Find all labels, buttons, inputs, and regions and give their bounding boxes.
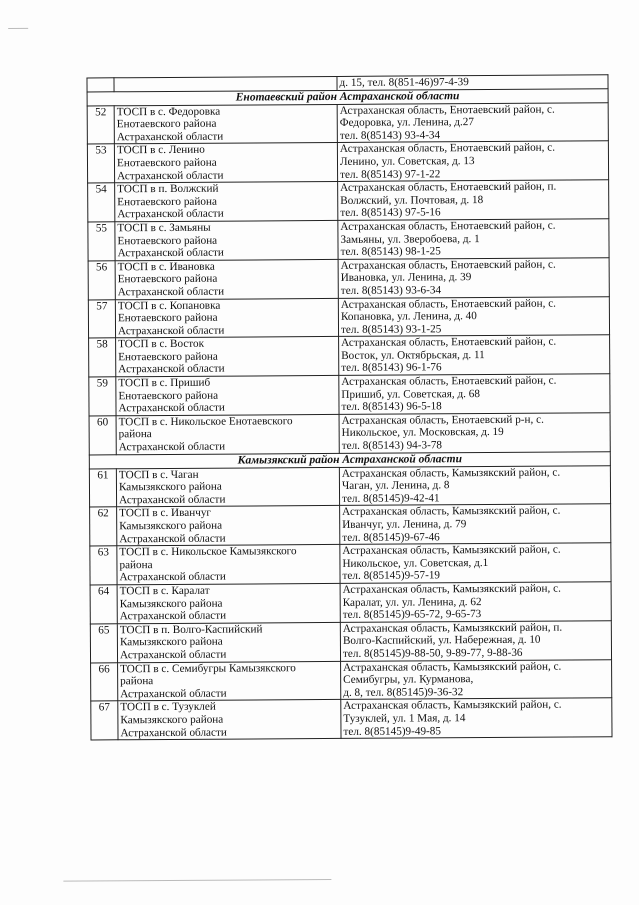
office-address-line: Пришиб, ул. Советская, д. 68: [341, 387, 480, 401]
office-address-line: Никольское, ул. Советская, д.1: [342, 556, 489, 570]
office-address-cell: [337, 141, 608, 181]
office-name-line: Астраханской области: [117, 246, 224, 260]
continued-address-cell: д. 15, тел. 8(851-46)97-4-39: [337, 75, 608, 90]
office-name-line: Енотаевского района: [117, 311, 218, 325]
office-name-line: ТОСП в с. Семибугры Камызякского: [120, 661, 296, 675]
office-address-cell: [339, 413, 610, 453]
footer-rule: [63, 879, 331, 882]
office-address-line: тел. 8(85145)9-88-50, 9-89-77, 9-88-36: [342, 646, 523, 660]
office-address-line: Астраханская область, Енотаевский район, с.: [341, 374, 557, 388]
office-name-line: Астраханской области: [117, 285, 225, 299]
row-number: 59: [89, 377, 116, 416]
office-address-line: тел. 8(85143) 93-1-25: [340, 322, 442, 336]
table-body: [87, 75, 612, 740]
row-number: 66: [91, 662, 118, 701]
office-address-line: Астраханская область, Камызякский район, п.: [342, 621, 563, 635]
office-name-cell: [116, 467, 339, 507]
office-name-line: ТОСП в с. Чаган: [118, 468, 199, 481]
office-address-cell: [341, 698, 612, 738]
office-address-line: Федоровка, ул. Ленина, д.27: [339, 116, 474, 130]
table-row: [90, 543, 611, 585]
office-name-line: Енотаевского района: [116, 156, 217, 170]
office-name-line: ТОСП в с. Копановка: [117, 299, 221, 312]
office-address-line: Астраханская область, Енотаевский район, с.: [340, 258, 556, 272]
office-name-line: ТОСП в с. Ленино: [116, 144, 205, 157]
office-address-line: тел. 8(85143) 97-1-22: [340, 167, 441, 181]
table-row: [89, 413, 610, 455]
office-address-line: тел. 8(85145)9-42-41: [342, 492, 440, 505]
office-address-line: Астраханская область, Енотаевский район, п.: [340, 180, 557, 195]
office-address-cell: [338, 219, 609, 259]
office-name-line: Астраханской области: [118, 440, 226, 454]
row-number: 63: [90, 546, 117, 585]
table-row: [89, 335, 610, 377]
row-number: 58: [89, 338, 116, 377]
office-name-line: Камызякского района: [119, 635, 223, 649]
office-address-line: тел. 8(85143) 93-4-34: [339, 129, 441, 142]
office-address-line: Астраханская область, Камызякский район, с.: [342, 582, 561, 596]
office-name-line: Камызякского района: [119, 597, 223, 610]
office-name-cell: [117, 545, 340, 585]
office-address-line: тел. 8(85145)9-57-19: [342, 569, 441, 583]
table-row: [88, 258, 609, 300]
office-address-line: тел. 8(85143) 96-1-76: [341, 361, 442, 375]
table-row: [90, 504, 611, 546]
row-number: 61: [89, 468, 116, 507]
office-name-cell: [115, 182, 338, 222]
row-number: 53: [87, 144, 114, 183]
table-row: [90, 621, 611, 663]
office-address-line: тел. 8(85143) 96-5-18: [341, 400, 442, 414]
office-name-line: ТОСП в с. Восток: [118, 338, 205, 351]
office-name-line: ТОСП в с. Пришиб: [118, 376, 211, 390]
office-name-cell: [114, 104, 337, 144]
office-address-line: Астраханская область, Камызякский район, с.: [343, 698, 562, 713]
row-number: 55: [88, 222, 115, 261]
office-name-line: Астраханской области: [119, 609, 227, 623]
office-address-line: д. 8, тел. 8(85145)9-36-32: [343, 685, 464, 699]
office-address-line: Астраханская область, Камызякский район, с.: [341, 466, 561, 480]
office-address-cell: [339, 335, 610, 375]
office-name-line: Енотаевского района: [118, 389, 219, 402]
office-address-line: Восток, ул. Октябрьская, д. 11: [341, 348, 485, 362]
office-name-line: Астраханской области: [117, 169, 224, 182]
office-name-line: Астраханской области: [118, 401, 225, 415]
office-address-line: тел. 8(85143) 93-6-34: [340, 284, 442, 297]
office-name-line: Астраханской области: [117, 207, 224, 221]
office-address-line: Ивановка, ул. Ленина, д. 39: [340, 271, 472, 285]
row-number: 65: [90, 624, 117, 663]
office-address-line: Чаган, ул. Ленина, д. 8: [341, 479, 450, 493]
table-row: [88, 219, 609, 261]
office-address-line: Астраханская область, Енотаевский р-н, с.: [341, 413, 544, 427]
offices-table: [86, 74, 612, 740]
office-address-cell: [338, 258, 609, 298]
office-address-cell: [341, 659, 612, 699]
table-row: [89, 465, 610, 507]
row-number: 52: [87, 105, 114, 144]
office-name-line: Астраханской области: [119, 493, 226, 507]
office-address-line: Астраханская область, Енотаевский район, с.: [341, 335, 557, 350]
office-name-line: Астраханской области: [120, 687, 227, 700]
office-name-line: Астраханской области: [118, 363, 225, 376]
office-name-line: Енотаевского района: [117, 195, 217, 209]
table-row: [89, 374, 610, 416]
section-title: Енотаевский район Астраханской области: [87, 88, 608, 105]
office-address-line: Астраханская область, Камызякский район, с.: [342, 543, 561, 558]
office-name-cell: [118, 700, 341, 740]
office-address-line: Астраханская область, Камызякский район, с.: [343, 660, 562, 674]
office-name-line: ТОСП в с. Каралат: [119, 584, 210, 598]
table-row: [88, 296, 609, 338]
office-name-line: ТОСП в с. Никольское Камызякского: [119, 545, 297, 559]
office-address-line: Астраханская область, Енотаевский район, с.: [340, 297, 556, 311]
office-address-line: тел. 8(85143) 97-5-16: [340, 206, 441, 220]
office-name-line: Астраханской области: [116, 130, 224, 144]
office-name-cell: [116, 375, 339, 415]
office-address-line: Никольское, ул. Московская, д. 19: [341, 426, 504, 440]
office-name-line: ТОСП в с. Федоровка: [116, 105, 221, 118]
continued-name-cell: [114, 76, 337, 91]
table-row: [88, 180, 609, 222]
office-address-line: Волго-Каспийский, ул. Набережная, д. 10: [342, 634, 541, 648]
office-name-cell: [117, 622, 340, 662]
office-address-line: тел. 8(85143) 98-1-25: [340, 245, 441, 259]
office-address-line: Астраханская область, Камызякский район, с.: [342, 504, 561, 519]
office-name-cell: [116, 414, 339, 454]
office-name-cell: [116, 337, 339, 377]
office-name-line: Енотаевского района: [117, 234, 218, 247]
office-name-line: Енотаевского района: [118, 350, 218, 364]
office-address-cell: [338, 296, 609, 336]
office-address-line: Волжский, ул. Почтовая, д. 18: [340, 193, 484, 207]
office-name-cell: [117, 583, 340, 623]
office-name-line: Астраханской области: [119, 532, 226, 545]
office-address-cell: [339, 374, 610, 414]
row-number: 56: [88, 261, 115, 300]
office-name-line: ТОСП в п. Волго-Каспийский: [119, 623, 263, 637]
table-row: [87, 141, 608, 183]
office-name-line: района: [118, 428, 152, 441]
office-address-cell: [340, 621, 611, 661]
office-address-line: Астраханская область, Енотаевский район, с.: [339, 103, 555, 117]
scan-mark: [8, 28, 28, 29]
office-name-line: Камызякского района: [118, 480, 222, 494]
office-address-cell: [340, 543, 611, 583]
office-address-line: Замьяны, ул. Зверобоева, д. 1: [340, 232, 480, 246]
section-title: Камызякский район Астраханской области: [89, 451, 610, 468]
office-name-line: Астраханской области: [117, 324, 225, 337]
office-name-cell: [117, 506, 340, 546]
office-name-line: ТОСП в с. Иванчуг: [119, 507, 212, 520]
office-address-line: Тузуклей, ул. 1 Мая, д. 14: [343, 712, 466, 725]
office-address-cell: [339, 465, 610, 505]
row-number: 67: [91, 701, 118, 740]
office-name-cell: [115, 259, 338, 299]
office-address-line: Семибугры, ул. Курманова,: [343, 673, 474, 687]
office-name-line: Астраханской области: [119, 571, 226, 584]
office-address-line: тел. 8(85145)9-67-46: [342, 530, 440, 544]
office-name-line: Камызякского района: [120, 713, 224, 727]
office-name-cell: [115, 298, 338, 338]
office-address-line: Иванчуг, ул. Ленина, д. 79: [342, 518, 467, 531]
office-name-line: района: [119, 558, 153, 572]
office-name-line: Астраханской области: [120, 726, 227, 739]
office-name-line: Астраханской области: [119, 648, 227, 662]
office-address-cell: [340, 582, 611, 622]
row-number: 60: [89, 416, 116, 455]
office-name-line: ТОСП в с. Замьяны: [117, 221, 211, 235]
office-address-cell: [338, 180, 609, 220]
office-address-line: Астраханская область, Енотаевский район, с.: [340, 219, 556, 233]
office-address-line: Ленино, ул. Советская, д. 13: [339, 155, 475, 168]
continued-num-cell: [87, 78, 114, 92]
table-row: [87, 102, 608, 144]
row-number: 64: [90, 585, 117, 624]
office-address-line: Каралат, ул. ул. Ленина, д. 62: [342, 595, 482, 609]
office-name-line: района: [120, 675, 154, 688]
table-row: [91, 659, 612, 701]
office-name-cell: [118, 661, 341, 701]
office-address-line: Астраханская область, Енотаевский район, с.: [339, 141, 556, 156]
row-number: 54: [88, 183, 115, 222]
office-address-cell: [337, 102, 608, 142]
row-number: 62: [90, 507, 117, 546]
office-name-line: ТОСП в с. Тузуклей: [120, 701, 216, 714]
office-name-line: Камызякского района: [119, 519, 223, 533]
office-address-line: Копановка, ул. Ленина, д. 40: [340, 310, 477, 324]
row-number: 57: [88, 299, 115, 338]
office-name-cell: [115, 220, 338, 260]
office-name-line: Енотаевского района: [116, 117, 217, 131]
office-name-line: ТОСП в п. Волжский: [117, 182, 219, 196]
office-address-cell: [340, 504, 611, 544]
office-name-line: Енотаевского района: [117, 272, 218, 286]
office-address-line: тел. 8(85145)9-65-72, 9-65-73: [342, 608, 482, 622]
office-address-line: тел. 8(85145)9-49-85: [343, 724, 441, 738]
office-name-line: ТОСП в с. Ивановка: [117, 260, 215, 274]
office-name-cell: [114, 143, 337, 183]
table-row: [91, 698, 612, 740]
office-address-line: тел. 8(85143) 94-3-78: [341, 439, 443, 452]
table-row: [90, 582, 611, 624]
office-name-line: ТОСП в с. Никольское Енотаевского: [118, 415, 293, 429]
